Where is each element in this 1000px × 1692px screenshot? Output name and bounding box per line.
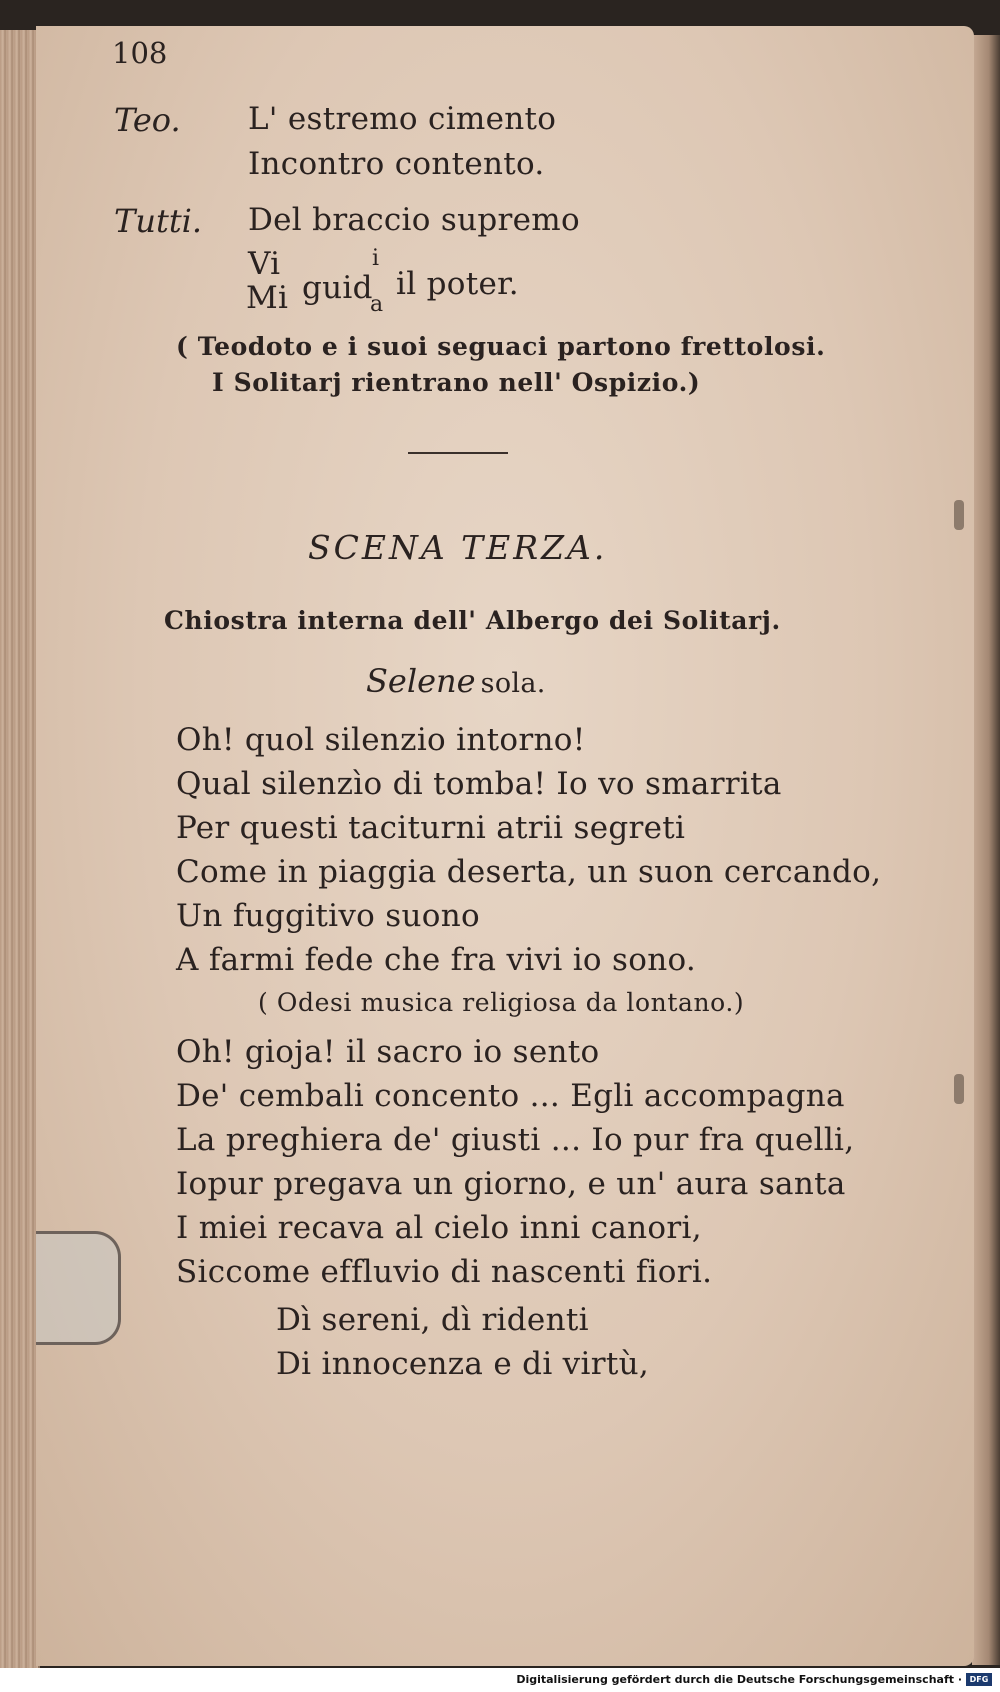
verse-line: Dì sereni, dì ridenti [276, 1302, 589, 1338]
binding-pin-icon [954, 1074, 964, 1104]
binding-pin-icon [954, 500, 964, 530]
verse-line: Oh! quol silenzio intorno! [176, 722, 586, 758]
verse-word-vi: Vi [248, 246, 281, 282]
footer-credit-bar [0, 1668, 1000, 1692]
page-number: 108 [112, 36, 168, 70]
verse-line: I miei recava al cielo inni canori, [176, 1210, 702, 1246]
page-clip-icon [36, 1231, 121, 1345]
verse-line: Di innocenza e di virtù, [276, 1346, 650, 1382]
verse-line: De' cembali concento ... Egli accompagna [176, 1078, 845, 1114]
verse-line: Come in piaggia deserta, un suon cercando, [176, 854, 882, 890]
verse-line: Del braccio supremo [248, 202, 580, 238]
verse-line: Oh! gioja! il sacro io sento [176, 1034, 600, 1070]
verse-line: Incontro contento. [248, 146, 545, 182]
dfg-logo-icon: DFG [966, 1673, 992, 1686]
verse-line: Iopur pregava un giorno, e un' aura santa [176, 1166, 846, 1202]
verse-line: Siccome effluvio di nascenti fiori. [176, 1254, 713, 1290]
stage-direction: I Solitarj rientrano nell' Ospizio.) [212, 368, 701, 397]
footer-credit-text: Digitalisierung gefördert durch die Deutsche Forschungsgemeinschaft · [516, 1673, 962, 1686]
speaker-teo: Teo. [114, 101, 181, 139]
scene-setting: Chiostra interna dell' Albergo dei Solitarj. [164, 606, 781, 635]
scene-title: SCENA TERZA. [308, 528, 608, 567]
verse-sub-a: a [370, 292, 384, 317]
page-edges-right [972, 35, 1000, 1665]
verse-line: Un fuggitivo suono [176, 898, 480, 934]
verse-line: La preghiera de' giusti ... Io pur fra quelli, [176, 1122, 855, 1158]
verse-line: Qual silenzìo di tomba! Io vo smarrita [176, 766, 782, 802]
verse-word-il-poter: il poter. [396, 266, 519, 302]
verse-word-mi: Mi [246, 280, 289, 316]
section-divider [408, 452, 508, 454]
book-page [36, 26, 974, 1666]
verse-line: Per questi taciturni atrii segreti [176, 810, 686, 846]
speaker-tutti: Tutti. [114, 202, 203, 240]
page-edges-left [0, 30, 40, 1670]
verse-line: L' estremo cimento [248, 101, 557, 137]
stage-direction: ( Odesi musica religiosa da lontano.) [258, 988, 745, 1017]
verse-line: A farmi fede che fra vivi io sono. [176, 942, 697, 978]
verse-sup-i: i [372, 246, 380, 271]
stage-direction: ( Teodoto e i suoi seguaci partono frettolosi. [176, 332, 826, 361]
character-note: sola. [480, 668, 546, 699]
character-heading [366, 662, 546, 700]
verse-word-guid: guid [302, 270, 373, 306]
character-name: Selene [366, 662, 476, 700]
